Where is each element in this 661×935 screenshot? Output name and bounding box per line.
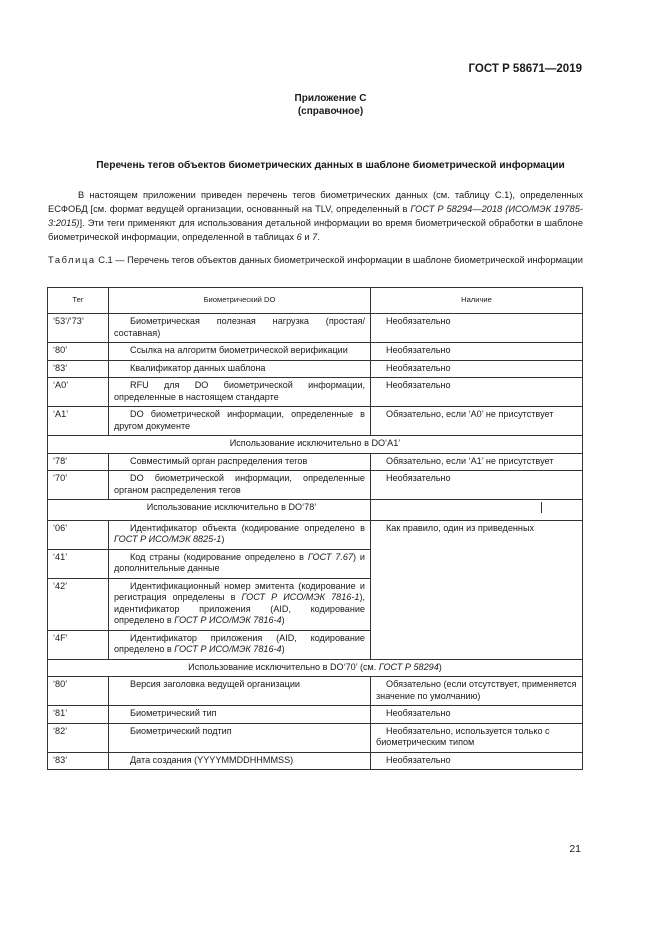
tag-cell: ‘70’: [48, 471, 109, 500]
ref-gost-58294: ГОСТ Р 58294—2018 (ИСО/МЭК 19785-3:2015): [48, 204, 583, 228]
presence-cell: Необязательно: [371, 314, 583, 343]
intro-paragraph: В настоящем приложении приведен перечень тегов биометрических данных (см. таблицу С.1), определенных ЕСФОБД [см. формат ведущей организации, основанный на TLV, определенный в ГОСТ Р 58294—2018 (ИСО/МЭК 19785-3:2015)]. Эти теги применяют для использования детальной информации во время биометрической обработки в шаблоне биометрической информации, определенной в таблицах 6 и 7.: [48, 190, 583, 242]
desc-cell: Биометрический тип: [109, 706, 371, 724]
tag-cell: ‘82’: [48, 723, 109, 752]
tag-cell: ‘41’: [48, 549, 109, 578]
presence-cell: Обязательно (если отсутствует, применяется значение по умолчанию): [371, 677, 583, 706]
document-standard-number: ГОСТ Р 58671—2019: [468, 63, 582, 75]
section-row-70: [48, 659, 583, 677]
table-header-row: [48, 288, 583, 314]
annex-title: Приложение С: [294, 93, 367, 104]
presence-cell: Необязательно: [371, 378, 583, 407]
tag-cell: ‘81’: [48, 706, 109, 724]
presence-cell: Необязательно: [371, 752, 583, 770]
section-heading: Перечень тегов объектов биометрических данных в шаблоне биометрической информации: [96, 160, 565, 171]
tag-cell: ‘80’: [48, 343, 109, 361]
table-row: [48, 752, 583, 770]
section-empty-cell: [371, 500, 583, 521]
table-row: [48, 723, 583, 752]
tag-cell: ‘80’: [48, 677, 109, 706]
presence-cell: Обязательно, если ‘A1’ не присутствует: [371, 453, 583, 471]
tag-cell: ‘A1’: [48, 407, 109, 436]
header-tag: Тег: [48, 288, 109, 314]
desc-cell: Совместимый орган распределения тегов: [109, 453, 371, 471]
ref-table-6: 6: [296, 232, 302, 242]
table-row: [48, 677, 583, 706]
desc-cell: Версия заголовка ведущей организации: [109, 677, 371, 706]
table-row: [48, 378, 583, 407]
desc-cell: Идентификационный номер эмитента (кодирование и регистрация определены в ГОСТ Р ИСО/МЭК 7816-1), идентификатор приложения (AID, кодирование определено в ГОСТ Р ИСО/МЭК 7816-4): [109, 578, 371, 630]
page-number: 21: [569, 843, 581, 855]
presence-cell: Необязательно, используется только с биометрическим типом: [371, 723, 583, 752]
table-row: [48, 471, 583, 500]
section-row-a1: [48, 436, 583, 454]
desc-cell: Ссылка на алгоритм биометрической верификации: [109, 343, 371, 361]
tag-cell: ‘06’: [48, 520, 109, 549]
table-row: [48, 343, 583, 361]
desc-cell: Код страны (кодирование определено в ГОСТ 7.67) и дополнительные данные: [109, 549, 371, 578]
presence-cell-merged: Как правило, один из приведенных: [371, 520, 583, 659]
desc-cell: Дата создания (YYYYMMDDHHMMSS): [109, 752, 371, 770]
tag-cell: ‘78’: [48, 453, 109, 471]
table-caption: Таблица С.1 — Перечень тегов объектов данных биометрической информации в шаблоне биометрической информации: [48, 255, 583, 265]
presence-cell: Необязательно: [371, 343, 583, 361]
desc-cell: Биометрический подтип: [109, 723, 371, 752]
tag-cell: ‘83’: [48, 360, 109, 378]
tag-cell: ‘42’: [48, 578, 109, 630]
section-label: Использование исключительно в DO‘70’ (см. ГОСТ Р 58294): [48, 659, 583, 677]
table-row: [48, 407, 583, 436]
table-row: [48, 706, 583, 724]
desc-cell: RFU для DO биометрической информации, определенные в настоящем стандарте: [109, 378, 371, 407]
desc-cell: Биометрическая полезная нагрузка (простая/составная): [109, 314, 371, 343]
desc-cell: DO биометрической информации, определенные в другом документе: [109, 407, 371, 436]
desc-cell: Идентификатор объекта (кодирование определено в ГОСТ Р ИСО/МЭК 8825-1): [109, 520, 371, 549]
presence-cell: Обязательно, если ‘A0’ не присутствует: [371, 407, 583, 436]
table-row: [48, 314, 583, 343]
table-row: [48, 360, 583, 378]
desc-cell: Квалификатор данных шаблона: [109, 360, 371, 378]
section-label: Использование исключительно в DO‘A1’: [48, 436, 583, 454]
tag-cell: ‘A0’: [48, 378, 109, 407]
tags-table: [47, 287, 583, 770]
tag-cell: ‘53’/‘73’: [48, 314, 109, 343]
header-presence: Наличие: [371, 288, 583, 314]
tag-cell: ‘83’: [48, 752, 109, 770]
table-row: [48, 453, 583, 471]
desc-cell: DO биометрической информации, определенные органом распределения тегов: [109, 471, 371, 500]
desc-cell: Идентификатор приложения (AID, кодирование определено в ГОСТ Р ИСО/МЭК 7816-4): [109, 630, 371, 659]
ref-table-7: 7: [312, 232, 318, 242]
presence-cell: Необязательно: [371, 706, 583, 724]
header-biometric-do: Биометрический DO: [109, 288, 371, 314]
presence-cell: Необязательно: [371, 471, 583, 500]
tag-cell: ‘4F’: [48, 630, 109, 659]
annex-subtitle: (справочное): [297, 106, 364, 117]
presence-cell: Необязательно: [371, 360, 583, 378]
section-label: Использование исключительно в DO‘78’: [48, 500, 371, 521]
section-row-78: [48, 500, 583, 521]
table-row: [48, 520, 583, 549]
